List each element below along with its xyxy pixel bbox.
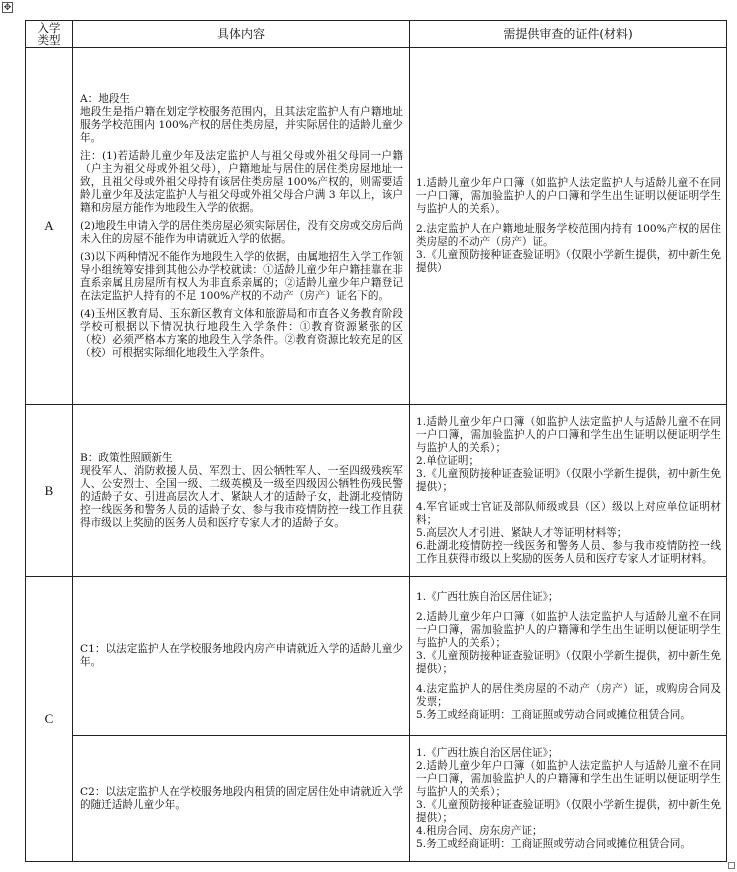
row-a-doc-item: 2.法定监护人在户籍地址服务学校范围内持有 100%产权的居住类房屋的不动产（房产）证。: [416, 223, 721, 248]
row-a-paragraph: (3)以下两种情况不能作为地段生入学的依据，由属地招生入学工作领导小组统筹安排到其他公办学校就读：①适龄儿童少年户籍挂靠在非直系亲属且房屋所有权人为非直系亲属的；②适龄儿童少年户籍登记在法定监护人持有的不足 100%产权的不动产（房产）证名下的。: [80, 250, 403, 302]
row-c2-paragraph: C2：以法定监护人在学校服务地段内租赁的固定居住处申请就近入学的随迁适龄儿童少年。: [80, 785, 403, 811]
admission-table: [25, 20, 727, 862]
table-row-b: [26, 405, 727, 577]
content-cell-c2: [73, 736, 410, 862]
row-c1-paragraph: C1：以法定监护人在学校服务地段内房产申请就近入学的适龄儿童少年。: [80, 643, 403, 668]
docs-cell-c1: [410, 577, 727, 736]
row-a-paragraph: (2)地段生申请入学的居住类房屋必须实际居住，没有交房或交房后尚未入住的房屋不能作为申请就近入学的依据。: [80, 219, 403, 245]
row-a-paragraph: (4)玉州区教育局、玉东新区教育文体和旅游局和市直各义务教育阶段学校可根据以下情况执行地段生入学条件：①教育资源紧张的区（校）必须严格本方案的地段生入学条件。②教育资源比较充足的区（校）可根据实际细化地段生入学条件。: [80, 307, 403, 359]
content-cell-c1: [73, 577, 410, 736]
table-row-c2: [26, 736, 727, 862]
docs-cell-a: [410, 48, 727, 405]
row-c1-doc-item: 3.《儿童预防接种证查验证明》（仅限小学新生提供，初中新生免提供）；: [416, 649, 721, 675]
table-resize-handle-icon[interactable]: [728, 862, 735, 869]
row-c1-doc-item: 1.《广西壮族自治区居住证》；: [416, 590, 559, 603]
row-c1-doc-item: 5.务工或经商证明：工商证照或劳动合同或摊位租赁合同。: [416, 708, 691, 721]
row-c1-doc-item: 4.法定监护人的居住类房屋的不动产（房产）证，或购房合同及发票；: [416, 682, 721, 708]
type-cell-a: A: [26, 48, 73, 405]
row-a-paragraph: 地段生是指户籍在划定学校服务范围内，且其法定监护人有户籍地址服务学校范围内 100%产权的居住类房屋，并实际居住的适龄儿童少年。: [80, 105, 403, 144]
row-b-doc-item: 3.《儿童预防接种证查验证明》（仅限小学新生提供，初中新生免提供）；: [416, 467, 721, 493]
content-cell-a: [73, 48, 410, 405]
row-b-doc-item: 5.高层次人才引进、紧缺人才等证明材料等；: [416, 526, 628, 539]
row-b-paragraph: 现役军人、消防救援人员、军烈士、因公牺牲军人、一至四级残疾军人、公安烈士、全国一级、二级英模及一级至四级因公牺牲伤残民警的适龄子女、引进高层次人才、紧缺人才的适龄子女，赴湖北疫情防控一线医务和警务人员的适龄子女、参与我市疫情防控一线工作且获得市级以上奖励的医务人员和医疗专家人才的适龄子女。: [80, 464, 403, 529]
row-a-title: A：地段生: [80, 92, 131, 105]
row-c2-doc-item: 4.租房合同、房东房产证；: [416, 824, 543, 837]
row-b-doc-item: 4.军官证或士官证及部队师级或县（区）级以上对应单位证明材料；: [416, 500, 721, 526]
row-b-title: B：政策性照顾新生: [80, 451, 173, 464]
row-c2-doc-item: 3.《儿童预防接种证查验证明》（仅限小学新生提供，初中新生免提供）；: [416, 798, 721, 824]
table-row-a: [26, 48, 727, 405]
row-a-doc-item: 1.适龄儿童少年户口簿（如监护人法定监护人与适龄儿童不在同一户口簿，需加验监护人的户口簿和学生出生证明以便证明学生与监护人的关系）。: [416, 177, 721, 215]
row-c1-doc-item: 2.适龄儿童少年户口簿（如监护人法定监护人与适龄儿童不在同一户口簿，需加验监护人的户籍簿和学生出生证明以便证明学生与监护人的关系）；: [416, 610, 721, 649]
header-content: 具体内容: [73, 21, 410, 48]
table-move-handle-icon[interactable]: ✥: [3, 3, 12, 13]
row-c2-doc-item: 5.务工或经商证明：工商证照或劳动合同或摊位租赁合同。: [416, 837, 691, 850]
row-a-doc-item: 3.《儿童预防接种证查验证明》（仅限小学新生提供，初中新生免提供）: [416, 249, 721, 274]
docs-cell-b: [410, 405, 727, 577]
type-cell-c: C: [26, 577, 73, 862]
content-cell-b: [73, 405, 410, 577]
row-b-doc-item: 6.赴湖北疫情防控一线医务和警务人员、参与我市疫情防控一线工作且获得市级以上奖励的医务人员和医疗专家人才证明材料。: [416, 539, 721, 565]
table-header-row: [26, 21, 727, 48]
header-documents: 需提供审查的证件(材料): [410, 21, 727, 48]
docs-cell-c2: [410, 736, 727, 862]
table-row-c1: [26, 577, 727, 736]
header-admission-type: 入学 类型: [26, 21, 73, 48]
row-b-doc-item: 1.适龄儿童少年户口簿（如监护人法定监护人与适龄儿童不在同一户口簿，需加验监护人的户口簿和学生出生证明以便证明学生与监护人的关系）；: [416, 415, 721, 454]
row-b-doc-item: 2.单位证明；: [416, 454, 480, 467]
row-a-paragraph: 注：(1)若适龄儿童少年及法定监护人与祖父母或外祖父母同一户籍（户主为祖父母或外祖父母），户籍地址与居住的居住类房屋地址一致，且祖父母或外祖父母持有该居住类房屋 100%产权的，则需要适龄儿童少年及法定监护人与祖父母或外祖父母合户满 3 年以上，该户籍和房屋方能作为地段生入学的依据。: [80, 149, 403, 214]
row-c2-doc-item: 1.《广西壮族自治区居住证》；: [416, 746, 559, 759]
row-c2-doc-item: 2.适龄儿童少年户口簿（如监护人法定监护人与适龄儿童不在同一户口簿，需加验监护人的户籍簿和学生出生证明以便证明学生与监护人的关系）；: [416, 759, 721, 798]
type-cell-b: B: [26, 405, 73, 577]
